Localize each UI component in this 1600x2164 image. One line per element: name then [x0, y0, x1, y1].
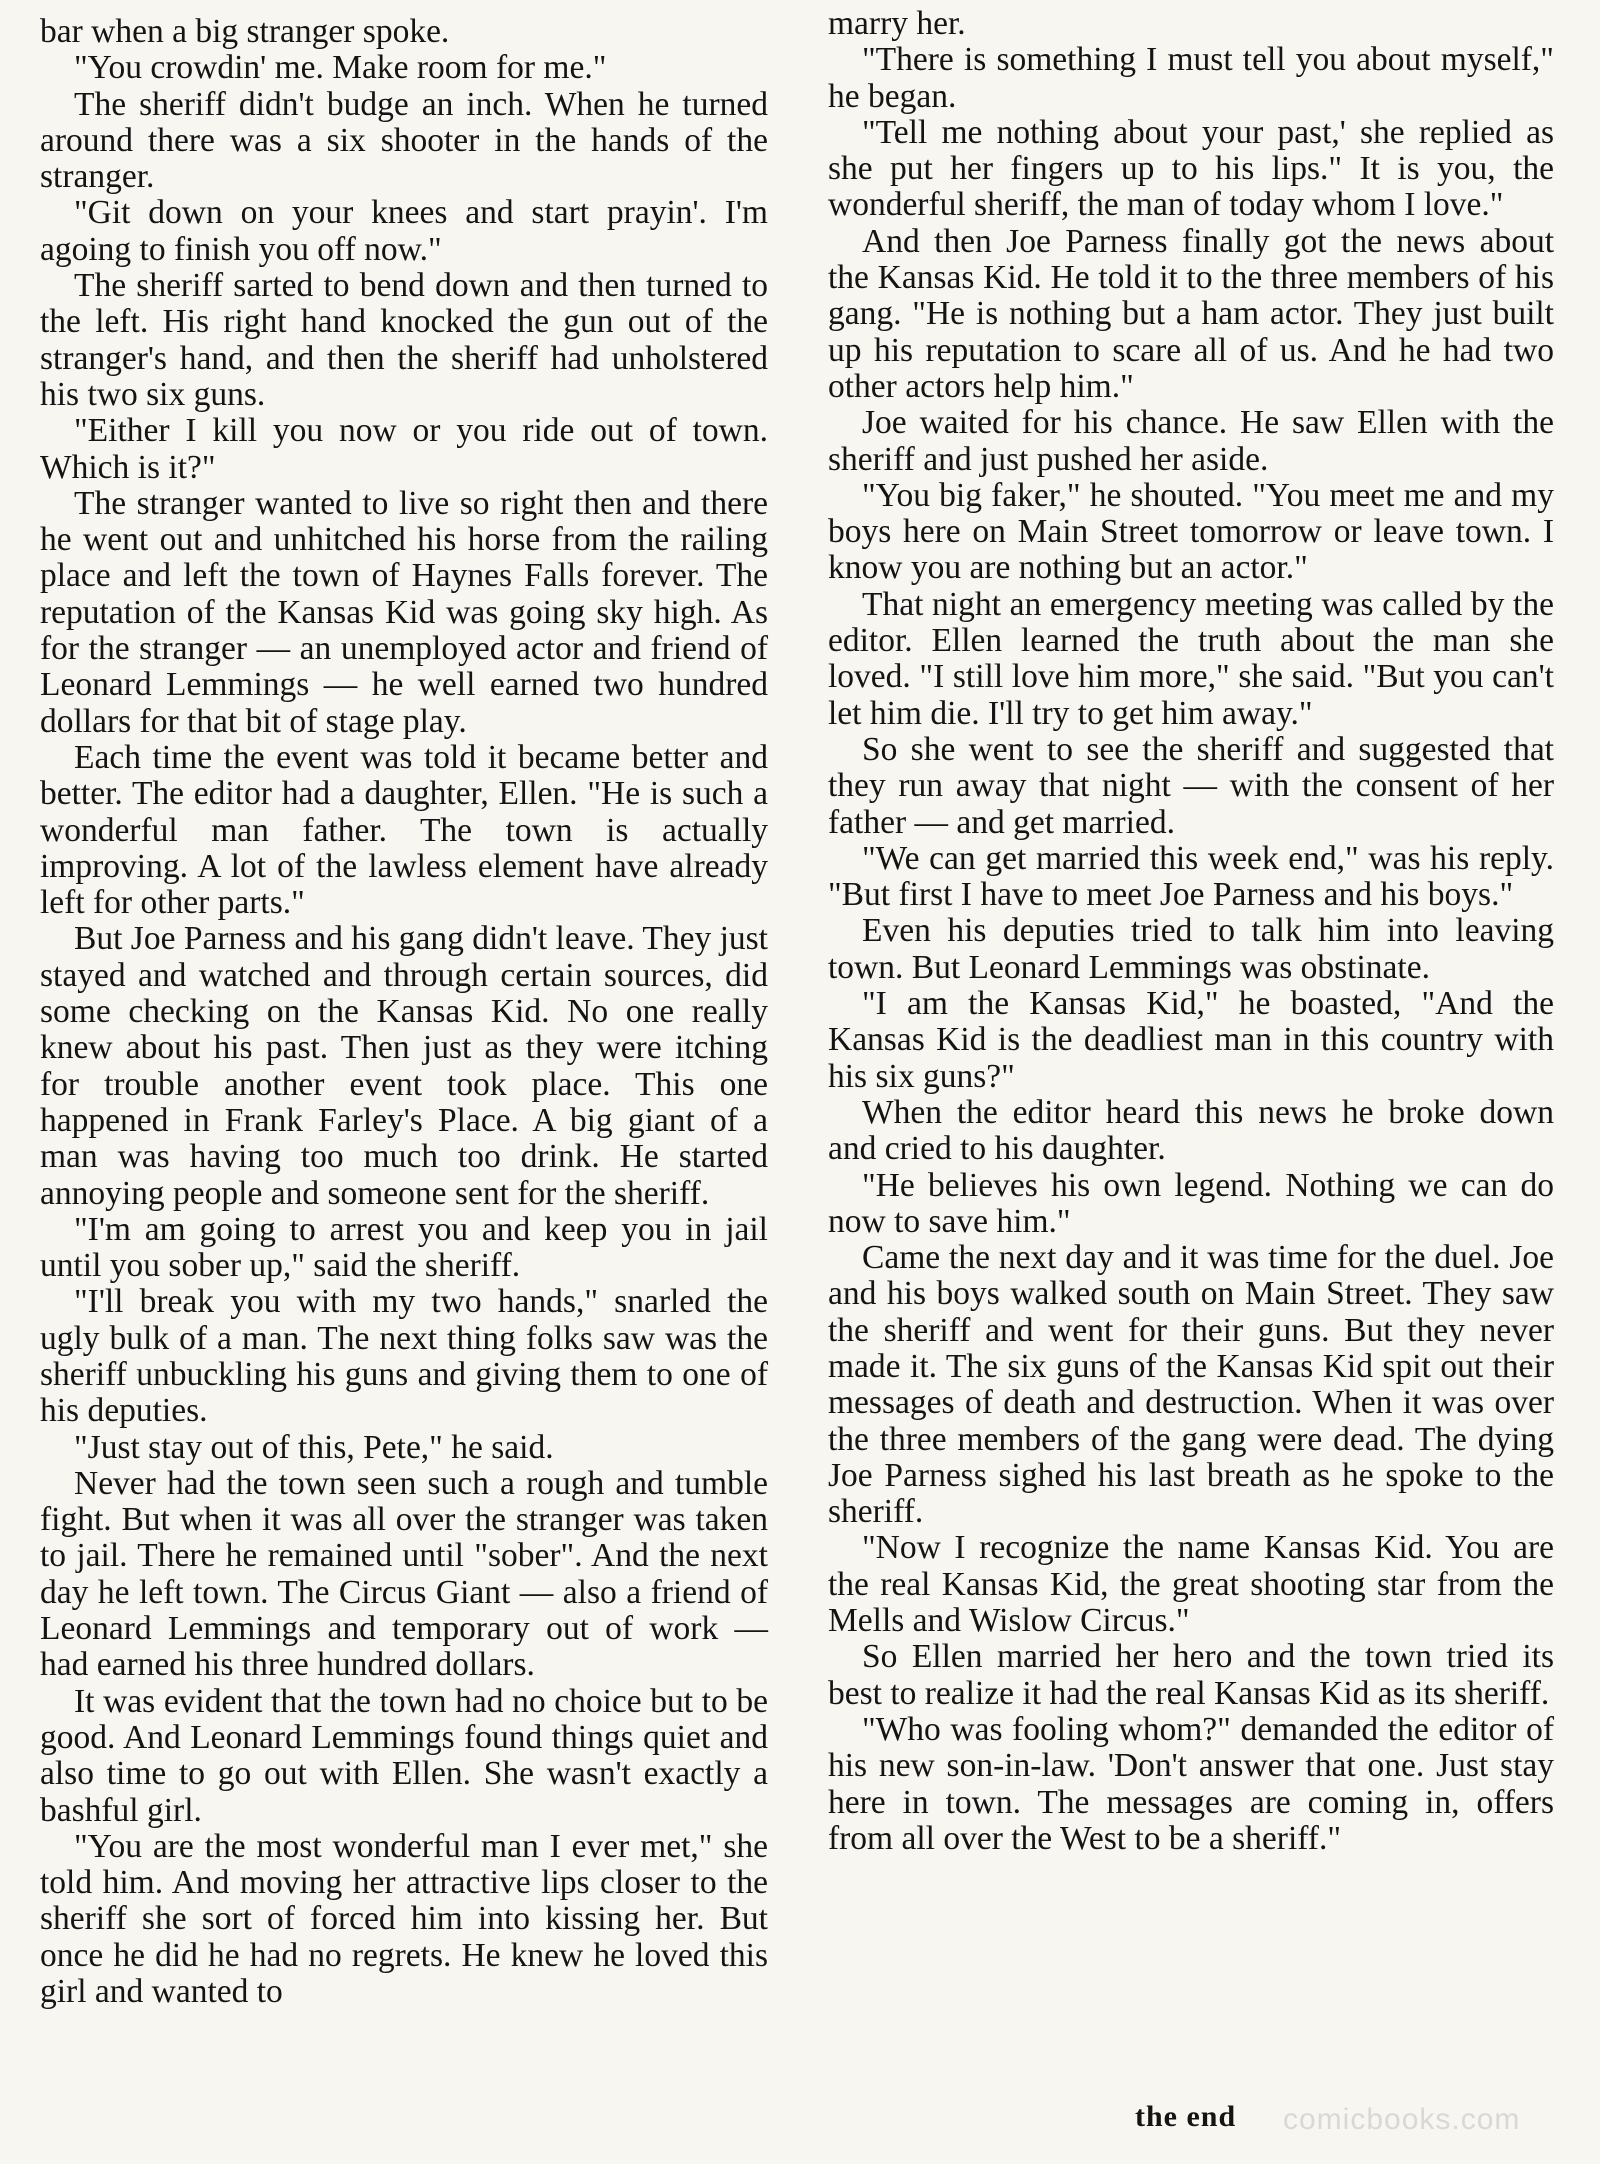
paragraph: So Ellen married her hero and the town tried its best to realize it had the real Kansas Kid as its sheriff. [828, 1638, 1554, 1712]
paragraph: bar when a big stranger spoke. [40, 13, 450, 50]
paragraph: That night an emergency meeting was called by the editor. Ellen learned the truth about the man she loved. "I still love him more," she said. "But you can't let him die. I'll try to get him away." [828, 585, 1554, 732]
paragraph: "Who was fooling whom?" demanded the editor of his new son-in-law. 'Don't answer that one. Just stay here in town. The messages are coming in, offers from all over the West to be a sheriff." [828, 1710, 1554, 1857]
paragraph: Joe waited for his chance. He saw Ellen with the sheriff and just pushed her aside. [828, 404, 1554, 478]
paragraph: It was evident that the town had no choice but to be good. And Leonard Lemmings found things quiet and also time to go out with Ellen. She wasn't exactly a bashful girl. [40, 1682, 768, 1829]
paragraph: "Just stay out of this, Pete," he said. [74, 1428, 554, 1466]
paragraph: "Git down on your knees and start prayin'. I'm agoing to finish you off now." [40, 194, 768, 268]
paragraph: "I'll break you with my two hands," snarled the ugly bulk of a man. The next thing folks saw was the sheriff unbuckling his guns and giving them to one of his deputies. [40, 1283, 768, 1430]
left-column [40, 14, 768, 2010]
the-end-label: the end [1135, 2100, 1237, 2133]
paragraph: So she went to see the sheriff and suggested that they run away that night — with the consent of her father — and get married. [828, 730, 1554, 841]
paragraph: Even his deputies tried to talk him into leaving town. But Leonard Lemmings was obstinate. [828, 912, 1554, 986]
paragraph: "Tell me nothing about your past,' she replied as she put her fingers up to his lips." It is you, the wonderful sheriff, the man of today whom I love." [828, 113, 1554, 224]
paragraph: "I'm am going to arrest you and keep you in jail until you sober up," said the sheriff. [40, 1210, 768, 1285]
paragraph: Never had the town seen such a rough and tumble fight. But when it was all over the stranger was taken to jail. There he remained until "sober". And the next day he left town. The Circus Giant — also a friend of Leonard Lemmings and temporary out of work — had earned his three hundred dollars. [40, 1464, 768, 1684]
paragraph: "Either I kill you now or you ride out of town. Which is it?" [40, 412, 768, 486]
paragraph: "You crowdin' me. Make room for me." [74, 49, 607, 87]
paragraph: The stranger wanted to live so right then and there he went out and unhitched his horse from the railing place and left the town of Haynes Falls forever. The reputation of the Kansas Kid was going sky high. As for the stranger — an unemployed actor and friend of Leonard Lemmings — he well earned two hundred dollars for that bit of stage play. [40, 484, 768, 740]
paragraph: "You are the most wonderful man I ever met," she told him. And moving her attractive lips closer to the sheriff she sort of forced him into kissing her. But once he did he had no regrets. He knew he loved this girl and wanted to [40, 1827, 768, 2011]
paragraph: "There is something I must tell you about myself," he began. [828, 41, 1554, 115]
paragraph: "Now I recognize the name Kansas Kid. You are the real Kansas Kid, the great shooting star from the Mells and Wislow Circus." [828, 1529, 1554, 1640]
paragraph: "You big faker," he shouted. "You meet me and my boys here on Main Street tomorrow or leave town. I know you are nothing but an actor." [828, 476, 1554, 587]
paragraph: Came the next day and it was time for the duel. Joe and his boys walked south on Main Street. They saw the sheriff and went for their guns. But they never made it. The six guns of the Kansas Kid spit out their messages of death and destruction. When it was over the three members of the gang were dead. The dying Joe Parness sighed his last breath as he spoke to the sheriff. [828, 1239, 1554, 1531]
paragraph: "I am the Kansas Kid," he boasted, "And the Kansas Kid is the deadliest man in this country with his six guns?" [828, 985, 1554, 1095]
paragraph: marry her. [828, 5, 966, 42]
paragraph: The sheriff didn't budge an inch. When he turned around there was a six shooter in the hands of the stranger. [40, 85, 768, 196]
paragraph: Each time the event was told it became better and better. The editor had a daughter, Ellen. "He is such a wonderful man father. The town is actually improving. A lot of the lawless element have already left for other parts." [40, 738, 768, 922]
paragraph: When the editor heard this news he broke down and cried to his daughter. [828, 1093, 1554, 1168]
paragraph: "He believes his own legend. Nothing we can do now to save him." [828, 1166, 1554, 1240]
paragraph: And then Joe Parness finally got the news about the Kansas Kid. He told it to the three members of his gang. "He is nothing but a ham actor. They just built up his reputation to scare all of us. And he had two other actors help him." [828, 222, 1554, 405]
watermark: comicbooks.com [1283, 2103, 1521, 2136]
paragraph: "We can get married this week end," was his reply. "But first I have to meet Joe Parness and his boys." [828, 839, 1554, 914]
right-column [828, 6, 1554, 1857]
paragraph: But Joe Parness and his gang didn't leave. They just stayed and watched and through certain sources, did some checking on the Kansas Kid. No one really knew about his past. Then just as they were itching for trouble another event took place. This one happened in Frank Farley's Place. A big giant of a man was having too much too drink. He started annoying people and someone sent for the sheriff. [40, 920, 768, 1212]
paragraph: The sheriff sarted to bend down and then turned to the left. His right hand knocked the gun out of the stranger's hand, and then the sheriff had unholstered his two six guns. [40, 267, 768, 413]
